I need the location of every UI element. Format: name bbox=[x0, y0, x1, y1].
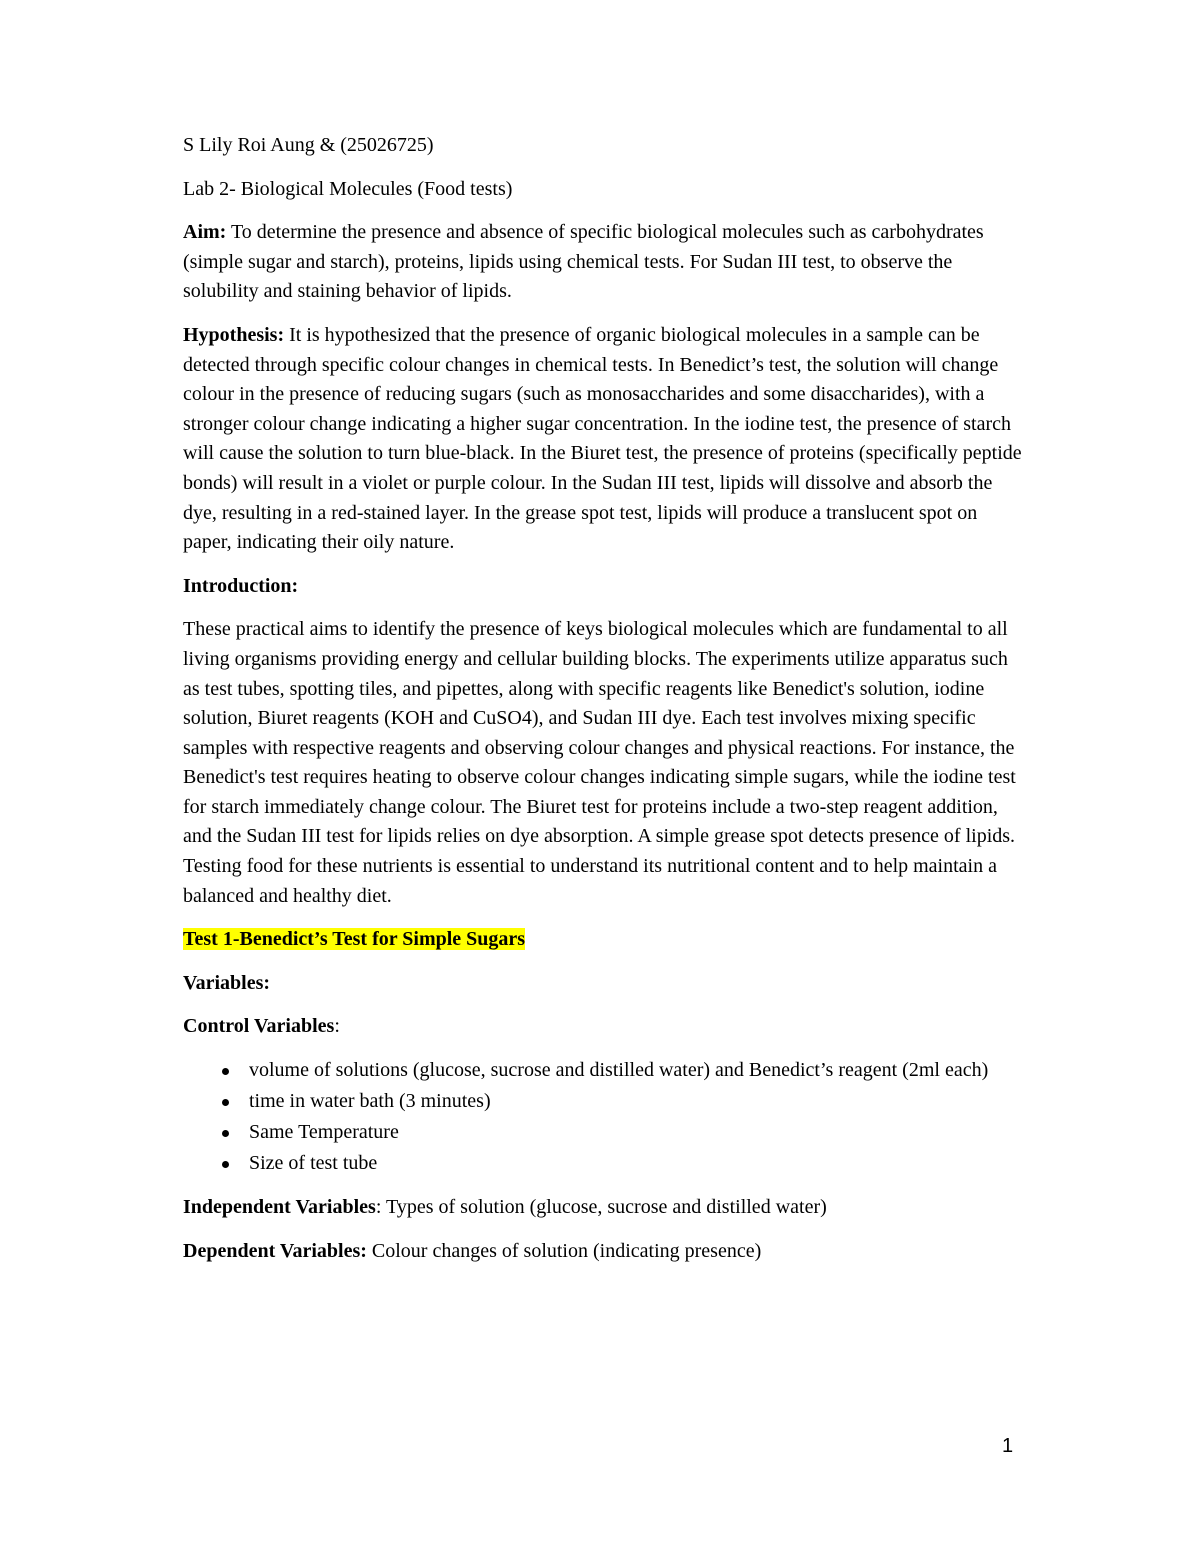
dependent-variables bbox=[183, 1237, 1023, 1267]
lab-title: Lab 2- Biological Molecules (Food tests) bbox=[183, 177, 513, 200]
control-variables-heading bbox=[183, 1012, 1023, 1042]
hypothesis-paragraph bbox=[183, 321, 1023, 558]
page-number: 1 bbox=[1002, 1435, 1014, 1457]
dependent-variables-text: Colour changes of solution (indicating presence) bbox=[366, 1239, 762, 1262]
independent-variables-label: Independent Variables bbox=[183, 1195, 376, 1218]
introduction-heading: Introduction: bbox=[183, 574, 299, 597]
document-body bbox=[183, 131, 1023, 1280]
list-item-text: Size of test tube bbox=[249, 1152, 378, 1175]
aim-label: Aim: bbox=[183, 221, 227, 244]
bullet-icon bbox=[222, 1099, 229, 1106]
bullet-icon bbox=[222, 1068, 229, 1075]
aim-text: To determine the presence and absence of specific biological molecules such as carbohydrates (simple sugar and starch), proteins, lipids using chemical tests. For Sudan III test, to observe the solubility and staining behavior of lipids. bbox=[183, 221, 984, 303]
control-variables-colon: : bbox=[334, 1015, 340, 1038]
hypothesis-label: Hypothesis: bbox=[183, 323, 285, 346]
introduction-text: These practical aims to identify the presence of keys biological molecules which are fundamental to all living organisms providing energy and cellular building blocks. The experiments utilize apparatus such as test tubes, spotting tiles, and pipettes, along with specific reagents like Benedict's solution, iodine solution, Biuret reagents (KOH and CuSO4), and Sudan III dye. Each test involves mixing specific samples with respective reagents and observing colour changes and physical reactions. For instance, the Benedict's test requires heating to observe colour changes indicating simple sugars, while the iodine test for starch immediately change colour. The Biuret test for proteins include a two-step reagent addition, and the Sudan III test for lipids relies on dye absorption. A simple grease spot detects presence of lipids. Testing food for these nutrients is essential to understand its nutritional content and to help maintain a balanced and healthy diet. bbox=[183, 618, 1016, 907]
aim-paragraph bbox=[183, 218, 1023, 307]
bullet-icon bbox=[222, 1161, 229, 1168]
list-item-text: Same Temperature bbox=[249, 1121, 399, 1144]
list-item-text: volume of solutions (glucose, sucrose and distilled water) and Benedict’s reagent (2ml each) bbox=[249, 1059, 989, 1082]
list-item bbox=[183, 1118, 1023, 1148]
test1-heading bbox=[183, 925, 1023, 955]
author-line: S Lily Roi Aung & (25026725) bbox=[183, 134, 434, 156]
test1-heading-highlight: Test 1-Benedict’s Test for Simple Sugars bbox=[183, 928, 526, 951]
dependent-variables-label: Dependent Variables: bbox=[183, 1239, 367, 1262]
list-item-text: time in water bath (3 minutes) bbox=[249, 1090, 491, 1113]
hypothesis-text: It is hypothesized that the presence of organic biological molecules in a sample can be detected through specific colour changes in chemical tests. In Benedict’s test, the solution will change colour in the presence of reducing sugars (such as monosaccharides and some disaccharides), with a stronger colour change indicating a higher sugar concentration. In the iodine test, the presence of starch will cause the solution to turn blue-black. In the Biuret test, the presence of proteins (specifically peptide bonds) will result in a violet or purple colour. In the Sudan III test, lipids will dissolve and absorb the dye, resulting in a red-stained layer. In the grease spot test, lipids will produce a translucent spot on paper, indicating their oily nature. bbox=[183, 323, 1022, 554]
control-variables-label: Control Variables bbox=[183, 1015, 335, 1038]
bullet-icon bbox=[222, 1130, 229, 1137]
list-item bbox=[183, 1149, 1023, 1179]
list-item bbox=[183, 1056, 1023, 1086]
independent-variables bbox=[183, 1193, 1023, 1223]
independent-variables-text: : Types of solution (glucose, sucrose and distilled water) bbox=[375, 1195, 827, 1218]
list-item bbox=[183, 1087, 1023, 1117]
variables-heading: Variables: bbox=[183, 971, 271, 994]
control-variables-list bbox=[183, 1056, 1023, 1179]
